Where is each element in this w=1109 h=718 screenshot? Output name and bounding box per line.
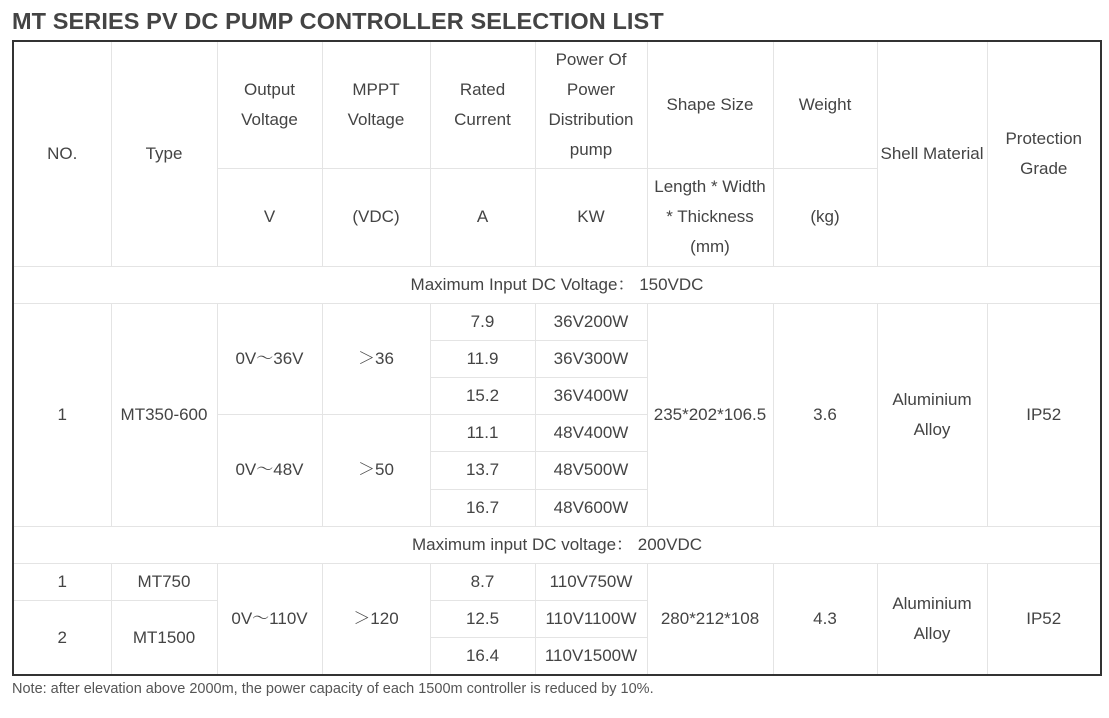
group2-mppt-voltage: ＞50 [322, 415, 430, 527]
section-header-row [13, 266, 1101, 303]
power-cell: 48V400W [535, 415, 647, 452]
rated-current-cell: 13.7 [430, 452, 535, 489]
rated-current-cell: 11.9 [430, 340, 535, 377]
section1-no: 1 [13, 303, 111, 526]
section2-shape-size: 280*212*108 [647, 563, 773, 675]
section1-protection-grade: IP52 [987, 303, 1101, 526]
section2-protection-grade: IP52 [987, 563, 1101, 675]
header-mppt-voltage: MPPT Voltage [322, 41, 430, 169]
section2-mppt-voltage: ＞120 [322, 563, 430, 675]
power-cell: 48V500W [535, 452, 647, 489]
section2-output-voltage: 0V～110V [217, 563, 322, 675]
power-cell: 36V200W [535, 303, 647, 340]
model-no: 1 [13, 563, 111, 600]
table-row [13, 303, 1101, 340]
model-type: MT1500 [111, 601, 217, 675]
header-shape-size: Shape Size [647, 41, 773, 169]
rated-current-cell: 8.7 [430, 563, 535, 600]
group1-mppt-voltage: ＞36 [322, 303, 430, 415]
unit-power: KW [535, 169, 647, 266]
unit-weight: (kg) [773, 169, 877, 266]
rated-current-cell: 16.7 [430, 489, 535, 526]
header-shell-material: Shell Material [877, 41, 987, 266]
unit-output-voltage: V [217, 169, 322, 266]
section1-shape-size: 235*202*106.5 [647, 303, 773, 526]
model-type: MT750 [111, 563, 217, 600]
power-cell: 110V1500W [535, 638, 647, 675]
page-title: MT SERIES PV DC PUMP CONTROLLER SELECTION LIST [12, 8, 664, 34]
footnote: Note: after elevation above 2000m, the power capacity of each 1500m controller is reduced by 10%. [12, 681, 654, 697]
header-protection-grade: Protection Grade [987, 41, 1101, 266]
section2-shell-material: Aluminium Alloy [877, 563, 987, 675]
header-power: Power Of Power Distribution pump [535, 41, 647, 169]
group2-output-voltage: 0V～48V [217, 415, 322, 527]
unit-mppt-voltage: (VDC) [322, 169, 430, 266]
section1-type: MT350-600 [111, 303, 217, 526]
power-cell: 110V750W [535, 563, 647, 600]
section2-label: Maximum input DC voltage： 200VDC [13, 526, 1101, 563]
power-cell: 110V1100W [535, 601, 647, 638]
power-cell: 36V400W [535, 378, 647, 415]
header-weight: Weight [773, 41, 877, 169]
rated-current-cell: 12.5 [430, 601, 535, 638]
power-cell: 48V600W [535, 489, 647, 526]
table-row [13, 563, 1101, 600]
group1-output-voltage: 0V～36V [217, 303, 322, 415]
rated-current-cell: 7.9 [430, 303, 535, 340]
power-cell: 36V300W [535, 340, 647, 377]
selection-table [12, 40, 1102, 676]
section-header-row [13, 526, 1101, 563]
header-no: NO. [13, 41, 111, 266]
section1-label: Maximum Input DC Voltage： 150VDC [13, 266, 1101, 303]
rated-current-cell: 15.2 [430, 378, 535, 415]
rated-current-cell: 11.1 [430, 415, 535, 452]
header-output-voltage: Output Voltage [217, 41, 322, 169]
unit-rated-current: A [430, 169, 535, 266]
header-type: Type [111, 41, 217, 266]
header-row [13, 41, 1101, 169]
unit-shape-size: Length * Width * Thickness (mm) [647, 169, 773, 266]
section1-weight: 3.6 [773, 303, 877, 526]
section2-weight: 4.3 [773, 563, 877, 675]
section1-shell-material: Aluminium Alloy [877, 303, 987, 526]
header-rated-current: Rated Current [430, 41, 535, 169]
rated-current-cell: 16.4 [430, 638, 535, 675]
model-no: 2 [13, 601, 111, 675]
